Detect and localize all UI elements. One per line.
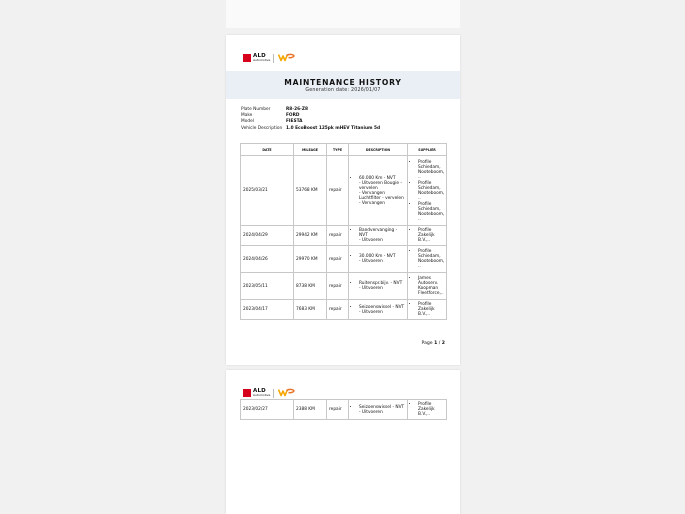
supplier-item: • James Autoserv. Koopman Fleetforce,.. [418,276,444,296]
row-mileage: 29942 KM [294,226,327,246]
description-item: • Bandvervanging - NVT - Uitvoeren [359,228,405,243]
row-supplier [408,273,447,300]
logo-row [243,52,295,64]
plate-value: R8-26-Z8 [286,107,308,112]
page-indicator [422,341,446,346]
ald-logo-subtitle: Automotive [253,393,271,398]
description-item: • 60.000 Km - NVT - Uitvoeren Bougie - vervelen - Vervangen Luchtfilter - vervelen - Vervangen [359,176,405,206]
row-date: 2023/04/17 [241,300,294,320]
header-supplier: SUPPLIER [408,144,447,156]
row-date: 2025/03/21 [241,156,294,226]
row-mileage: 8738 KM [294,273,327,300]
ald-logo-name: ALD [253,52,266,59]
table-row [241,246,447,273]
document-page-1 [226,35,460,365]
table-row [241,226,447,246]
ald-logo-text [253,389,270,398]
header-date: DATE [241,144,294,156]
plate-label: Plate Number [241,107,271,112]
row-supplier [408,226,447,246]
leaseplan-logo-icon [278,388,295,398]
row-supplier [408,400,447,420]
vehicle-info [241,107,380,132]
supplier-item: • Profile Zakelijk B.V.,.. [418,228,444,243]
row-date: 2023/05/11 [241,273,294,300]
row-date: 2024/04/29 [241,226,294,246]
page-current: 1 [434,341,438,346]
row-mileage: 53768 KM [294,156,327,226]
description-item: • Seizoenswissel - NVT - Uitvoeren [359,305,405,315]
vehicle-description-label: Vehicle Description [241,125,283,131]
title-band [226,71,460,99]
supplier-item: • Profile Schiedam, Nooteboom, .. [418,202,444,222]
model-label: Model [241,119,254,125]
ald-logo-mark [243,54,251,62]
supplier-item: • Profile Schiedam, Nooteboom, .. [418,181,444,201]
row-description [349,156,408,226]
generation-date: Generation date: 2026/01/07 [305,88,381,93]
row-description [349,226,408,246]
leaseplan-logo-icon [278,53,295,63]
row-type: repair [327,226,349,246]
document-title: MAINTENANCE HISTORY [284,78,402,87]
row-mileage: 7683 KM [294,300,327,320]
table-row [241,400,447,420]
make-value: FORD [286,113,300,119]
row-supplier [408,156,447,226]
model-value: FIESTA [286,119,303,125]
previous-page-strip [226,0,460,28]
table-row [241,300,447,320]
row-type: repair [327,300,349,320]
supplier-item: • Profile Zakelijk B.V.,.. [418,302,444,317]
row-date: 2024/04/26 [241,246,294,273]
description-item: • Seizoenswissel - NVT - Uitvoeren [359,405,405,415]
logo-divider [273,389,274,398]
row-type: repair [327,400,349,420]
row-type: repair [327,246,349,273]
description-item: • 30.000 Km - NVT - Uitvoeren [359,254,405,264]
row-description [349,246,408,273]
logo-row [243,387,295,399]
table-header-row [241,144,447,156]
supplier-item: • Profile Schiedam, Nooteboom, .. [418,249,444,269]
row-mileage: 2388 KM [294,400,327,420]
info-row-description [241,126,380,132]
ald-logo-text [253,54,270,63]
row-type: repair [327,156,349,226]
row-type: repair [327,273,349,300]
row-description [349,273,408,300]
header-mileage: MILEAGE [294,144,327,156]
document-page-2 [226,370,460,514]
table-row [241,273,447,300]
supplier-item: • Profile Schiedam, Nooteboom, .. [418,160,444,180]
page-prefix: Page [421,341,433,346]
ald-logo-subtitle: Automotive [253,58,271,63]
maintenance-table-continued [240,399,447,420]
description-item: • Ruitenspr.bijv. - NVT - Uitvoeren [359,281,405,291]
row-description [349,400,408,420]
row-date: 2023/02/27 [241,400,294,420]
ald-logo-mark [243,389,251,397]
supplier-item: • Profile Zakelijk B.V.,.. [418,402,444,417]
row-mileage: 29970 KM [294,246,327,273]
table-row [241,156,447,226]
page-total: 2 [441,341,445,346]
make-label: Make [241,113,253,119]
row-description [349,300,408,320]
header-type: TYPE [327,144,349,156]
ald-logo-name: ALD [253,387,266,394]
row-supplier [408,246,447,273]
maintenance-table [240,143,447,320]
page-separator: / [438,341,441,346]
row-supplier [408,300,447,320]
header-description: DESCRIPTION [349,144,408,156]
logo-divider [273,54,274,63]
vehicle-description-value: 1.0 EcoBoost 125pk mHEV Titanium 5d [286,125,381,131]
